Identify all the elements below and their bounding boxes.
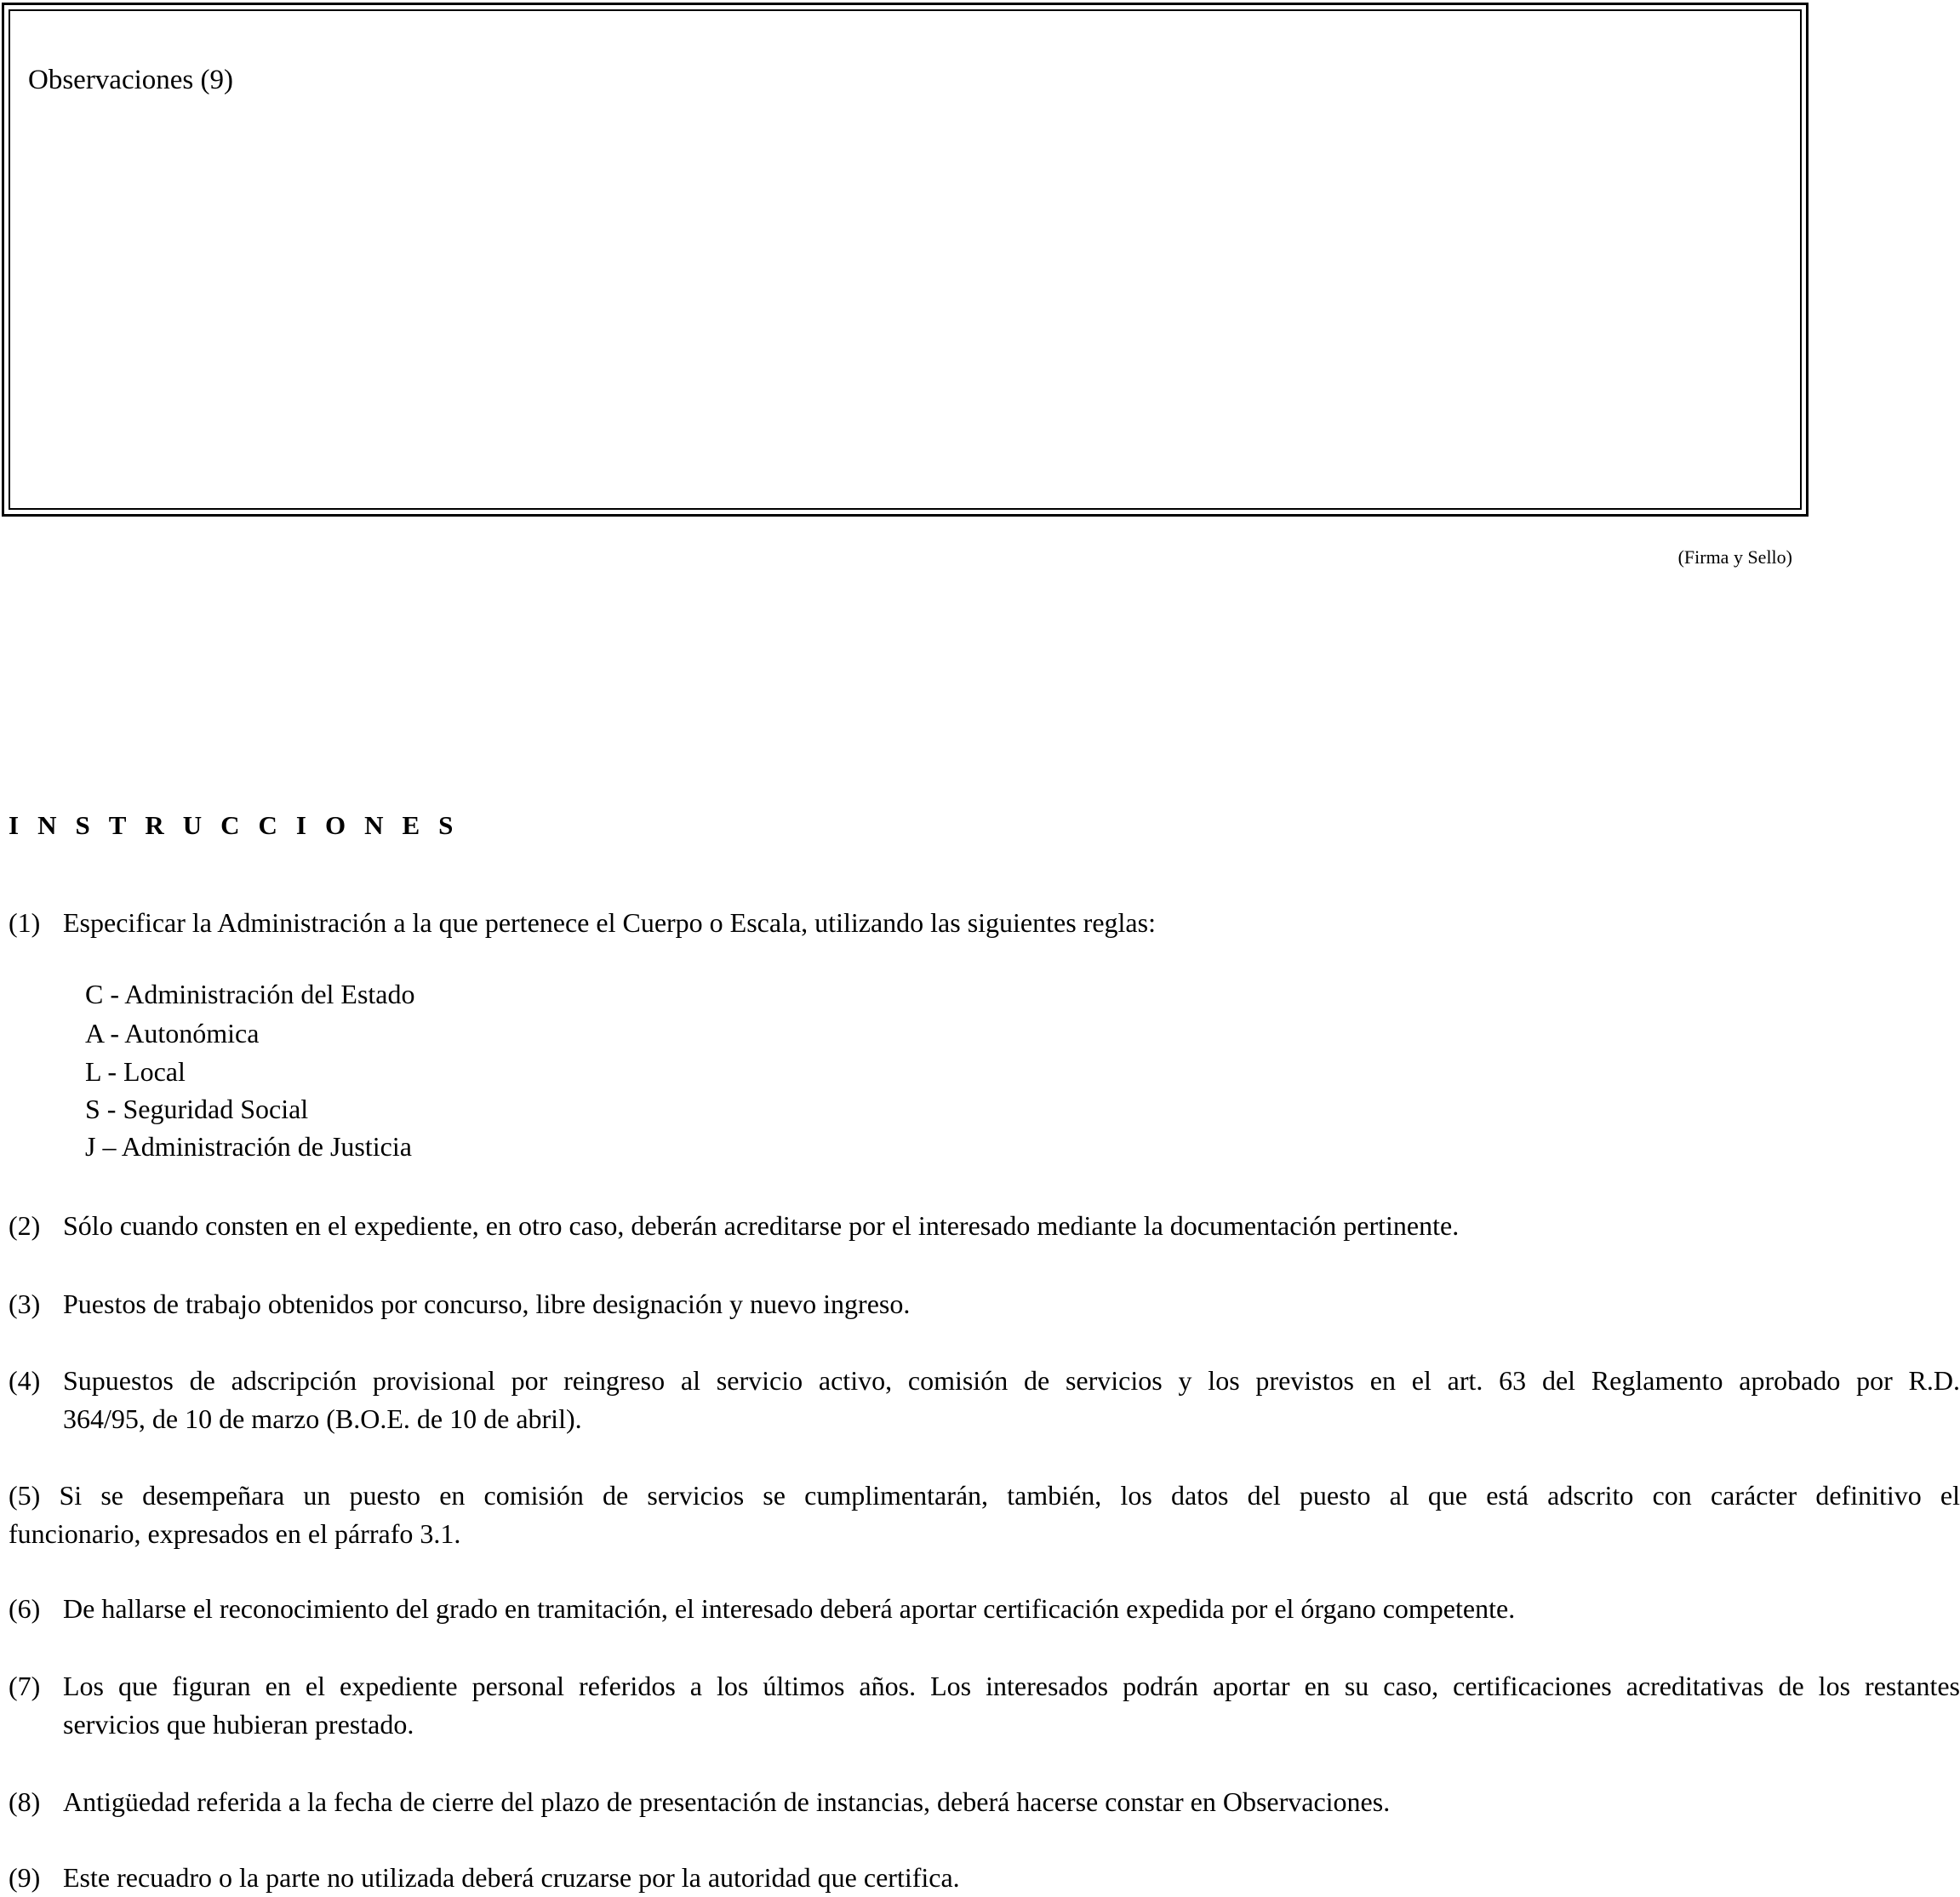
firma-sello-label: (Firma y Sello)	[1677, 546, 1792, 568]
item-number: (9)	[9, 1862, 41, 1893]
rule-item: J – Administración de Justicia	[85, 1131, 412, 1162]
instruction-item-4	[9, 1362, 1960, 1438]
observaciones-box-inner-border	[9, 9, 1802, 510]
item-text: Este recuadro o la parte no utilizada deberá cruzarse por la autoridad que certifica.	[63, 1862, 960, 1893]
instruction-item-8	[9, 1783, 1960, 1821]
instruction-item-9	[9, 1859, 1960, 1897]
instruction-item-1	[9, 904, 1960, 942]
item-number: (7)	[9, 1671, 41, 1701]
observaciones-label: Observaciones (9)	[28, 65, 233, 95]
item-number: (1)	[9, 907, 41, 938]
item-text: Sólo cuando consten en el expediente, en otro caso, deberán acreditarse por el interesado mediante la documentación pertinente.	[63, 1210, 1460, 1241]
item-text: Si se desempeñara un puesto en comisión de servicios se cumplimentarán, también, los datos del puesto al que está adscrito con carácter definitivo el	[59, 1480, 1960, 1511]
rule-item: L - Local	[85, 1056, 186, 1087]
observaciones-box	[2, 3, 1809, 517]
item-text-continuation: servicios que hubieran prestado.	[63, 1709, 414, 1740]
item-text: Antigüedad referida a la fecha de cierre del plazo de presentación de instancias, deberá hacerse constar en Observaciones.	[63, 1786, 1391, 1817]
instruction-item-2	[9, 1207, 1960, 1245]
item-text: Los que figuran en el expediente personal referidos a los últimos años. Los interesados podrán aportar en su caso, certificaciones acreditativas de los restantes	[63, 1671, 1960, 1701]
item-number: (3)	[9, 1288, 41, 1319]
item-number: (8)	[9, 1786, 41, 1817]
item-number: (2)	[9, 1210, 41, 1241]
rule-item: S - Seguridad Social	[85, 1094, 309, 1124]
item-text: Supuestos de adscripción provisional por reingreso al servicio activo, comisión de servicios y los previstos en el art. 63 del Reglamento aprobado por R.D.	[63, 1365, 1960, 1396]
instruction-item-3	[9, 1285, 1960, 1323]
instruction-item-7	[9, 1667, 1960, 1744]
instruction-item-5	[9, 1477, 1960, 1553]
instrucciones-title: INSTRUCCIONES	[9, 810, 472, 840]
item-number: (4)	[9, 1365, 41, 1396]
item-text-continuation: 364/95, de 10 de marzo (B.O.E. de 10 de abril).	[63, 1403, 582, 1434]
item-text-continuation: funcionario, expresados en el párrafo 3.1.	[9, 1518, 461, 1549]
item-text: De hallarse el reconocimiento del grado en tramitación, el interesado deberá aportar certificación expedida por el órgano competente.	[63, 1593, 1516, 1624]
item-text: Puestos de trabajo obtenidos por concurso, libre designación y nuevo ingreso.	[63, 1288, 911, 1319]
rule-item: A - Autonómica	[85, 1018, 260, 1048]
item-text: Especificar la Administración a la que pertenece el Cuerpo o Escala, utilizando las siguientes reglas:	[63, 907, 1156, 938]
item-number: (6)	[9, 1593, 41, 1624]
item-number: (5)	[9, 1480, 41, 1511]
instruction-item-6	[9, 1590, 1960, 1628]
rule-item: C - Administración del Estado	[85, 979, 415, 1009]
